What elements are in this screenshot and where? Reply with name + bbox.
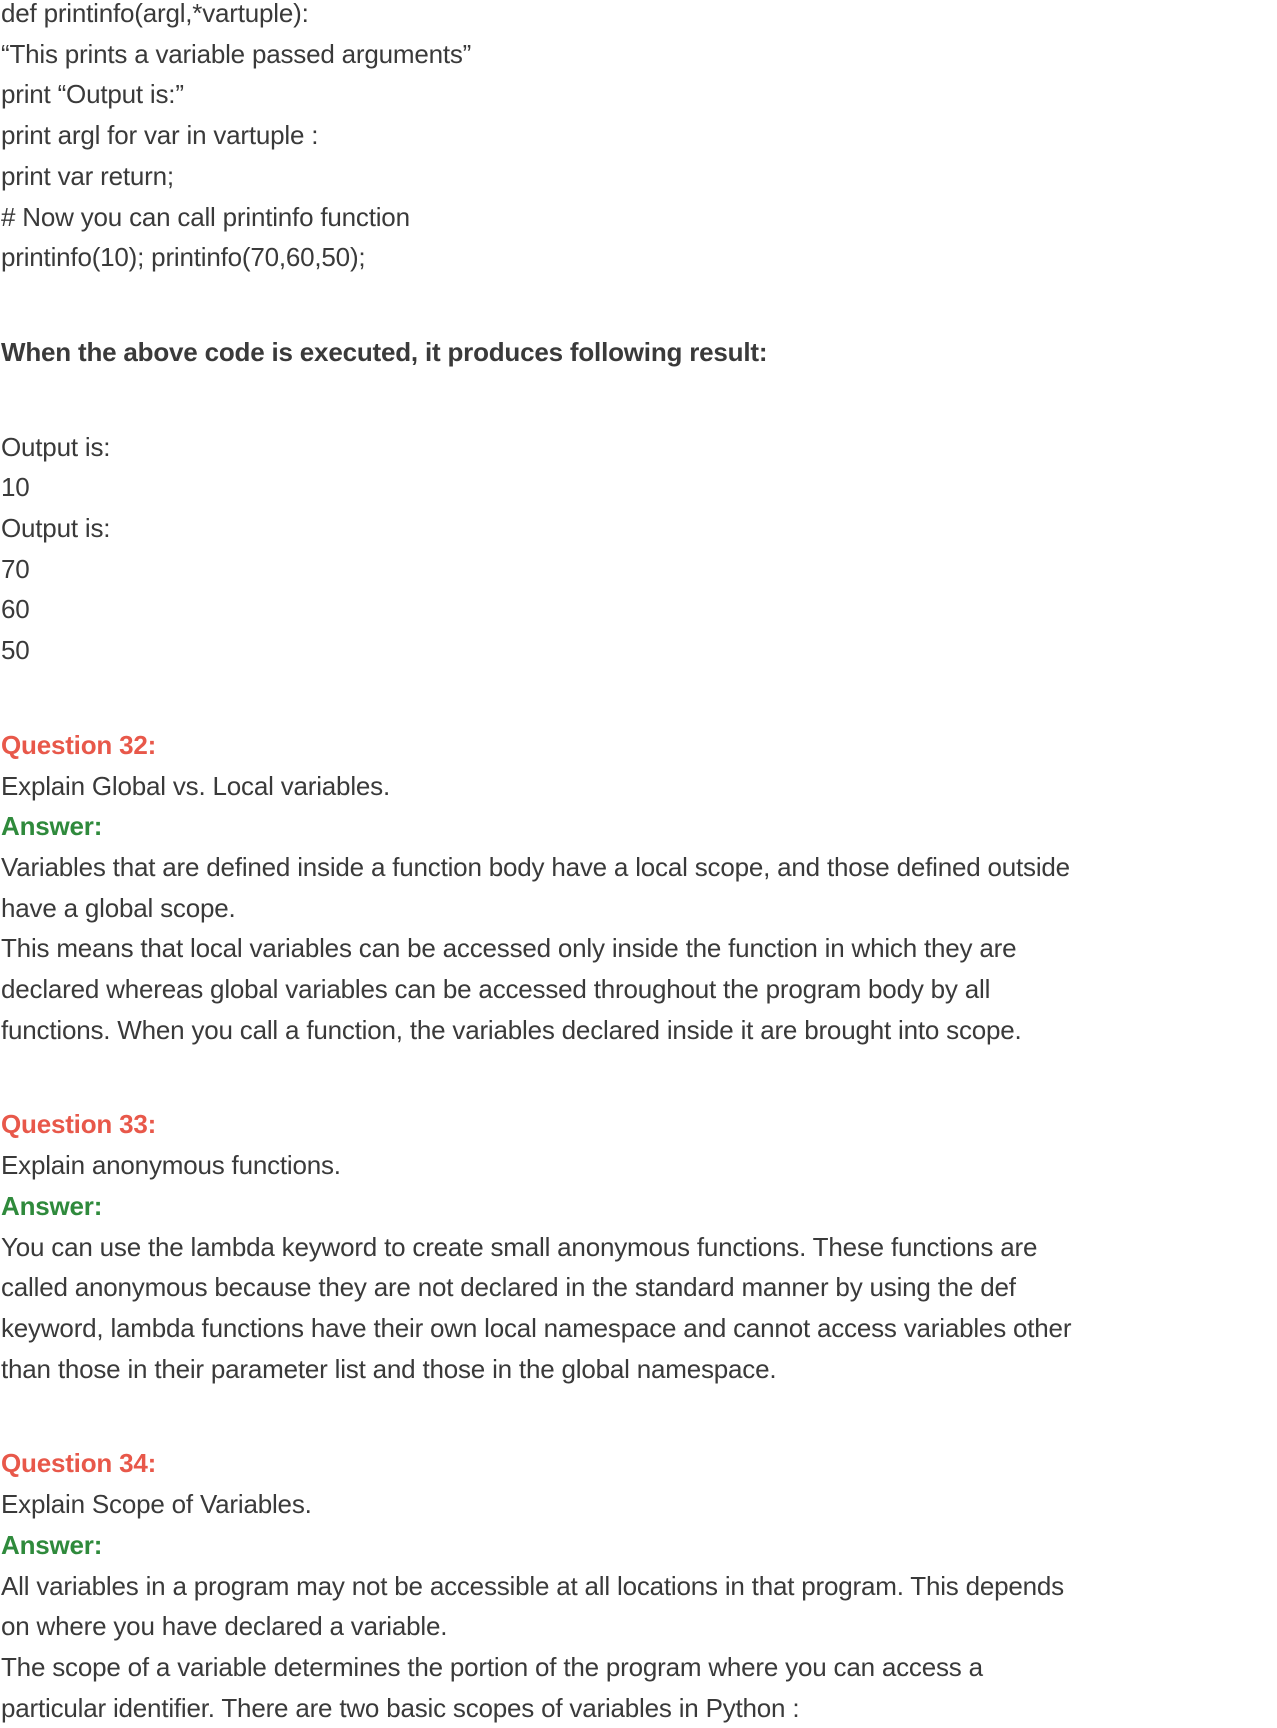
- answer-line: Variables that are defined inside a function body have a local scope, and those defined outside: [1, 851, 1070, 882]
- answer-label: Answer:: [1, 811, 103, 842]
- question-label: Question 32:: [1, 729, 157, 760]
- code-line: “This prints a variable passed arguments”: [1, 38, 472, 69]
- answer-line: than those in their parameter list and those in the global namespace.: [1, 1353, 777, 1384]
- answer-line: functions. When you call a function, the variables declared inside it are brought into scope.: [1, 1014, 1022, 1045]
- output-line: 70: [1, 553, 30, 584]
- question-32: [1, 725, 1277, 1051]
- code-line: printinfo(10); printinfo(70,60,50);: [1, 242, 366, 273]
- question-label: Question 33:: [1, 1109, 157, 1140]
- output-line: Output is:: [1, 431, 111, 462]
- answer-line: particular identifier. There are two basic scopes of variables in Python :: [1, 1692, 800, 1723]
- code-line: def printinfo(argl,*vartuple):: [1, 0, 309, 28]
- code-block: [1, 0, 1277, 278]
- answer-line: All variables in a program may not be accessible at all locations in that program. This depends: [1, 1570, 1064, 1601]
- code-line: print argl for var in vartuple :: [1, 120, 319, 151]
- code-line: print var return;: [1, 160, 174, 191]
- output-line: 50: [1, 635, 30, 666]
- answer-line: keyword, lambda functions have their own local namespace and cannot access variables other: [1, 1312, 1072, 1343]
- answer-line: This means that local variables can be accessed only inside the function in which they are: [1, 933, 1017, 964]
- answer-line: on where you have declared a variable.: [1, 1611, 448, 1642]
- question-label: Question 34:: [1, 1448, 157, 1479]
- result-heading: When the above code is executed, it produces following result:: [1, 336, 768, 367]
- answer-line: You can use the lambda keyword to create small anonymous functions. These functions are: [1, 1231, 1038, 1262]
- answer-line: called anonymous because they are not declared in the standard manner by using the def: [1, 1272, 1016, 1303]
- output-line: Output is:: [1, 513, 111, 544]
- code-line: # Now you can call printinfo function: [1, 201, 410, 232]
- answer-label: Answer:: [1, 1190, 103, 1221]
- question-text: Explain Global vs. Local variables.: [1, 770, 390, 801]
- answer-line: The scope of a variable determines the portion of the program where you can access a: [1, 1651, 983, 1682]
- answer-label: Answer:: [1, 1529, 103, 1560]
- answer-line: declared whereas global variables can be accessed throughout the program body by all: [1, 974, 991, 1005]
- question-33: [1, 1104, 1277, 1389]
- document-page: [1, 0, 1277, 1728]
- output-block: [1, 427, 1277, 671]
- output-line: 10: [1, 472, 30, 503]
- code-line: print “Output is:”: [1, 79, 184, 110]
- output-line: 60: [1, 594, 30, 625]
- question-text: Explain anonymous functions.: [1, 1150, 341, 1181]
- question-text: Explain Scope of Variables.: [1, 1489, 312, 1520]
- question-34: [1, 1443, 1277, 1728]
- answer-line: have a global scope.: [1, 892, 236, 923]
